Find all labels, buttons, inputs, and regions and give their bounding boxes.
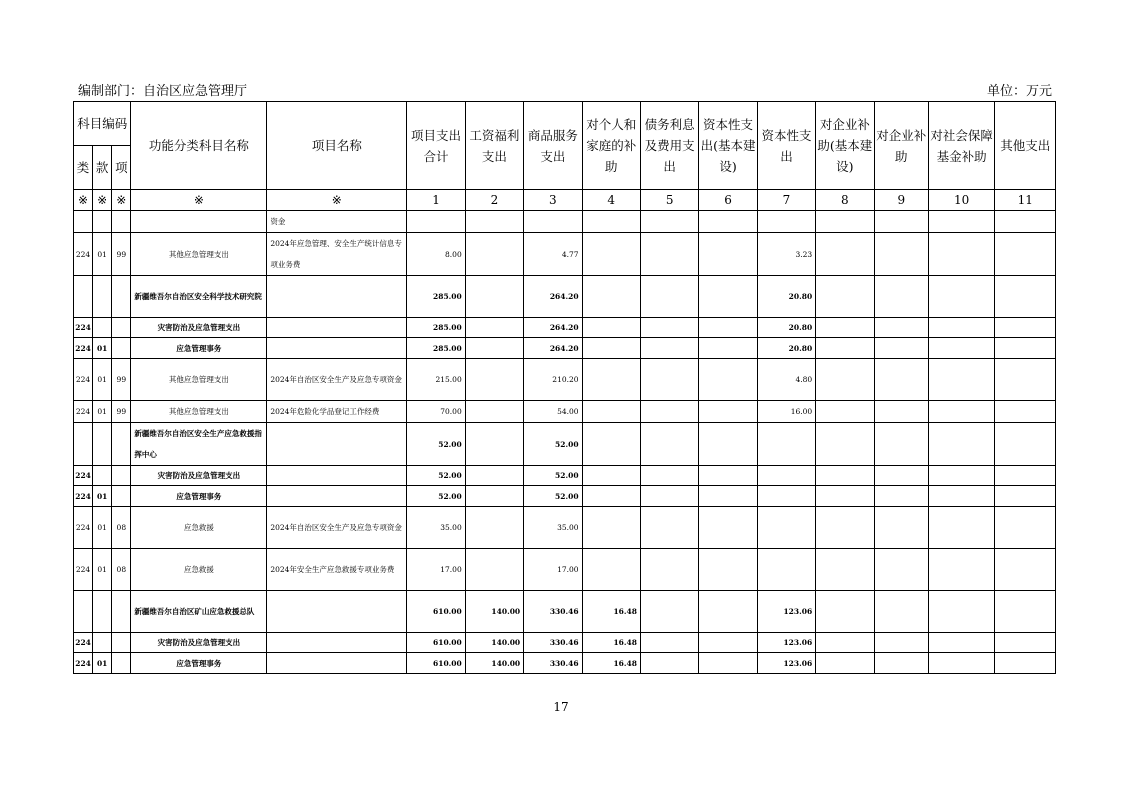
cell-c11 [995,338,1056,359]
cell-func: 新疆维吾尔自治区矿山应急救援总队 [131,591,267,633]
cell-xiang: 99 [112,401,131,423]
cell-c10 [928,318,994,338]
cell-c4 [582,338,640,359]
table-row [74,401,1056,423]
cell-c2 [465,276,523,318]
cell-c7: 20.80 [757,276,815,318]
cell-c3: 17.00 [524,549,582,591]
cell-c5 [640,233,698,276]
cell-func: 应急管理事务 [131,486,267,507]
header-lei: 类 [74,146,93,190]
header-c3: 商品服务支出 [524,102,582,190]
cell-c5 [640,633,698,653]
cell-c5 [640,338,698,359]
cell-c3: 330.46 [524,591,582,633]
cell-c7: 123.06 [757,653,815,674]
cell-c3: 210.20 [524,359,582,401]
cell-c1: 610.00 [407,633,465,653]
cell-c10 [928,549,994,591]
cell-c4 [582,466,640,486]
cell-c9 [874,318,928,338]
cell-func: 其他应急管理支出 [131,233,267,276]
cell-c11 [995,359,1056,401]
cell-c1 [407,211,465,233]
cell-proj [267,423,407,466]
cell-kuan [93,423,112,466]
cell-c3: 264.20 [524,276,582,318]
cell-c8 [816,318,874,338]
cell-func: 应急救援 [131,507,267,549]
cell-proj [267,486,407,507]
cell-c9 [874,591,928,633]
cell-c5 [640,318,698,338]
cell-lei: 224 [74,233,93,276]
cell-c3: 52.00 [524,466,582,486]
cell-c11 [995,233,1056,276]
cell-proj [267,318,407,338]
cell-c10 [928,401,994,423]
cell-c4 [582,233,640,276]
index-cell: ※ [74,190,93,211]
cell-proj [267,653,407,674]
cell-c3: 35.00 [524,507,582,549]
cell-c9 [874,549,928,591]
cell-func: 灾害防治及应急管理支出 [131,318,267,338]
index-cell: 11 [995,190,1056,211]
header-c1: 项目支出合计 [407,102,465,190]
header-kuan: 款 [93,146,112,190]
table-row [74,318,1056,338]
cell-xiang [112,318,131,338]
cell-c5 [640,359,698,401]
index-cell: 9 [874,190,928,211]
cell-func: 新疆维吾尔自治区安全科学技术研究院 [131,276,267,318]
cell-kuan: 01 [93,233,112,276]
table-row [74,486,1056,507]
header-project-name: 项目名称 [267,102,407,190]
cell-c2 [465,211,523,233]
cell-c10 [928,359,994,401]
cell-c8 [816,338,874,359]
cell-c1: 52.00 [407,486,465,507]
cell-kuan [93,633,112,653]
cell-lei: 224 [74,653,93,674]
cell-c2: 140.00 [465,633,523,653]
index-cell: ※ [112,190,131,211]
cell-kuan [93,318,112,338]
cell-c6 [699,276,757,318]
table-row [74,507,1056,549]
cell-c4 [582,211,640,233]
cell-c11 [995,633,1056,653]
cell-c10 [928,653,994,674]
cell-c6 [699,233,757,276]
cell-c6 [699,466,757,486]
cell-c11 [995,276,1056,318]
table-row [74,466,1056,486]
cell-c10 [928,338,994,359]
cell-c5 [640,423,698,466]
cell-c7: 20.80 [757,338,815,359]
cell-c6 [699,211,757,233]
cell-c7: 16.00 [757,401,815,423]
cell-c11 [995,423,1056,466]
cell-kuan [93,466,112,486]
header-c7: 资本性支出 [757,102,815,190]
cell-c11 [995,486,1056,507]
cell-func: 灾害防治及应急管理支出 [131,633,267,653]
cell-xiang: 08 [112,507,131,549]
cell-c9 [874,211,928,233]
cell-proj [267,633,407,653]
cell-c5 [640,466,698,486]
cell-c2 [465,338,523,359]
header-func-name: 功能分类科目名称 [131,102,267,190]
unit-label: 单位：万元 [986,84,1052,99]
cell-xiang [112,338,131,359]
cell-func: 其他应急管理支出 [131,401,267,423]
cell-c2 [465,318,523,338]
cell-c8 [816,401,874,423]
header-xiang: 项 [112,146,131,190]
cell-c5 [640,507,698,549]
cell-proj: 2024年应急管理、安全生产统计信息专项业务费 [267,233,407,276]
header-c6: 资本性支出(基本建设) [699,102,757,190]
cell-func: 其他应急管理支出 [131,359,267,401]
cell-c9 [874,401,928,423]
cell-lei [74,276,93,318]
cell-lei: 224 [74,633,93,653]
cell-kuan: 01 [93,401,112,423]
index-cell: 2 [465,190,523,211]
cell-lei: 224 [74,549,93,591]
cell-c5 [640,486,698,507]
cell-c5 [640,591,698,633]
cell-lei: 224 [74,318,93,338]
cell-c9 [874,359,928,401]
cell-lei: 224 [74,486,93,507]
table-row [74,423,1056,466]
cell-kuan: 01 [93,338,112,359]
cell-c9 [874,653,928,674]
index-cell: 7 [757,190,815,211]
cell-c2 [465,549,523,591]
header-c8: 对企业补助(基本建设) [816,102,874,190]
cell-c8 [816,423,874,466]
cell-c3: 330.46 [524,633,582,653]
cell-c4 [582,401,640,423]
cell-xiang [112,423,131,466]
cell-func [131,211,267,233]
cell-c10 [928,591,994,633]
cell-c10 [928,507,994,549]
index-cell: 3 [524,190,582,211]
cell-func: 应急管理事务 [131,653,267,674]
cell-kuan: 01 [93,486,112,507]
cell-lei: 224 [74,359,93,401]
cell-c1: 610.00 [407,591,465,633]
cell-kuan [93,276,112,318]
cell-c4: 16.48 [582,591,640,633]
cell-c6 [699,633,757,653]
cell-c7 [757,507,815,549]
cell-c4 [582,507,640,549]
cell-kuan: 01 [93,507,112,549]
header-c11: 其他支出 [995,102,1056,190]
cell-lei: 224 [74,338,93,359]
cell-c10 [928,633,994,653]
cell-proj: 2024年危险化学品登记工作经费 [267,401,407,423]
cell-c8 [816,359,874,401]
cell-c6 [699,653,757,674]
cell-c3 [524,211,582,233]
cell-c7 [757,486,815,507]
cell-c1: 610.00 [407,653,465,674]
cell-c9 [874,466,928,486]
cell-c8 [816,633,874,653]
cell-c11 [995,211,1056,233]
cell-c9 [874,633,928,653]
cell-c1: 8.00 [407,233,465,276]
cell-c2: 140.00 [465,591,523,633]
cell-xiang [112,591,131,633]
cell-c6 [699,507,757,549]
cell-c11 [995,318,1056,338]
cell-xiang [112,633,131,653]
cell-func: 灾害防治及应急管理支出 [131,466,267,486]
cell-c5 [640,653,698,674]
cell-c1: 52.00 [407,423,465,466]
index-cell: 1 [407,190,465,211]
header-c2: 工资福利支出 [465,102,523,190]
cell-kuan [93,211,112,233]
index-cell: 8 [816,190,874,211]
cell-c6 [699,359,757,401]
cell-c7: 3.23 [757,233,815,276]
cell-c10 [928,276,994,318]
cell-c5 [640,401,698,423]
cell-c4 [582,359,640,401]
cell-xiang [112,211,131,233]
cell-c2 [465,401,523,423]
cell-c7 [757,423,815,466]
table-row [74,653,1056,674]
cell-c9 [874,233,928,276]
header-c10: 对社会保障基金补助 [928,102,994,190]
cell-c3: 4.77 [524,233,582,276]
cell-c1: 285.00 [407,318,465,338]
cell-c9 [874,507,928,549]
cell-xiang: 99 [112,359,131,401]
cell-c5 [640,549,698,591]
cell-proj: 2024年自治区安全生产及应急专项资金 [267,507,407,549]
header-code-group: 科目编码 [74,102,131,146]
header-c9: 对企业补助 [874,102,928,190]
cell-c3: 52.00 [524,486,582,507]
cell-c4 [582,318,640,338]
cell-c8 [816,653,874,674]
cell-c4 [582,423,640,466]
page-number: 17 [553,700,569,714]
cell-c8 [816,591,874,633]
cell-lei [74,423,93,466]
cell-c4: 16.48 [582,653,640,674]
cell-c5 [640,276,698,318]
cell-c3: 264.20 [524,318,582,338]
cell-proj [267,591,407,633]
cell-c6 [699,401,757,423]
cell-c11 [995,466,1056,486]
cell-c11 [995,507,1056,549]
cell-c7: 123.06 [757,591,815,633]
cell-proj: 2024年自治区安全生产及应急专项资金 [267,359,407,401]
project-expenditure-table [73,101,1056,674]
header-c4: 对个人和家庭的补助 [582,102,640,190]
cell-c6 [699,486,757,507]
table-row [74,233,1056,276]
index-cell: ※ [131,190,267,211]
cell-xiang [112,486,131,507]
cell-lei: 224 [74,466,93,486]
cell-c2 [465,486,523,507]
cell-c4 [582,549,640,591]
cell-c1: 17.00 [407,549,465,591]
cell-lei: 224 [74,507,93,549]
table-row [74,359,1056,401]
cell-c11 [995,549,1056,591]
cell-c2 [465,233,523,276]
index-cell: 6 [699,190,757,211]
cell-c11 [995,401,1056,423]
cell-c1: 285.00 [407,276,465,318]
cell-c4: 16.48 [582,633,640,653]
cell-c10 [928,423,994,466]
cell-c6 [699,591,757,633]
cell-proj [267,276,407,318]
cell-c6 [699,423,757,466]
cell-c3: 52.00 [524,423,582,466]
cell-xiang [112,466,131,486]
cell-c7 [757,211,815,233]
cell-proj: 资金 [267,211,407,233]
cell-kuan: 01 [93,549,112,591]
table-row [74,338,1056,359]
cell-c2 [465,423,523,466]
cell-c8 [816,466,874,486]
cell-xiang [112,276,131,318]
cell-func: 应急救援 [131,549,267,591]
cell-func: 应急管理事务 [131,338,267,359]
cell-kuan: 01 [93,359,112,401]
cell-c5 [640,211,698,233]
cell-c7: 123.06 [757,633,815,653]
cell-c4 [582,486,640,507]
cell-c2 [465,507,523,549]
cell-c11 [995,591,1056,633]
header-c5: 债务利息及费用支出 [640,102,698,190]
cell-lei [74,591,93,633]
index-cell: ※ [267,190,407,211]
cell-c7: 4.80 [757,359,815,401]
table-row [74,276,1056,318]
cell-c8 [816,276,874,318]
cell-lei [74,211,93,233]
cell-kuan: 01 [93,653,112,674]
cell-c6 [699,338,757,359]
cell-c8 [816,233,874,276]
table-row [74,549,1056,591]
index-cell: 10 [928,190,994,211]
cell-c7 [757,466,815,486]
cell-c3: 54.00 [524,401,582,423]
cell-lei: 224 [74,401,93,423]
table-row [74,211,1056,233]
cell-xiang: 08 [112,549,131,591]
cell-kuan [93,591,112,633]
cell-c1: 52.00 [407,466,465,486]
table-row [74,633,1056,653]
cell-c9 [874,276,928,318]
cell-c8 [816,549,874,591]
cell-c1: 215.00 [407,359,465,401]
cell-proj [267,466,407,486]
cell-c11 [995,653,1056,674]
department-label: 编制部门：自治区应急管理厅 [78,84,248,99]
cell-proj: 2024年安全生产应急救援专项业务费 [267,549,407,591]
cell-c7 [757,549,815,591]
cell-c9 [874,338,928,359]
cell-c1: 70.00 [407,401,465,423]
index-cell: ※ [93,190,112,211]
cell-c1: 285.00 [407,338,465,359]
cell-c10 [928,486,994,507]
cell-c3: 264.20 [524,338,582,359]
cell-c10 [928,466,994,486]
cell-c8 [816,211,874,233]
cell-c9 [874,423,928,466]
index-cell: 5 [640,190,698,211]
cell-c3: 330.46 [524,653,582,674]
cell-func: 新疆维吾尔自治区安全生产应急救援指挥中心 [131,423,267,466]
cell-c9 [874,486,928,507]
cell-proj [267,338,407,359]
cell-c8 [816,507,874,549]
cell-c2: 140.00 [465,653,523,674]
cell-c8 [816,486,874,507]
cell-c10 [928,233,994,276]
cell-xiang [112,653,131,674]
table-row [74,591,1056,633]
index-cell: 4 [582,190,640,211]
cell-c4 [582,276,640,318]
cell-c1: 35.00 [407,507,465,549]
cell-c6 [699,549,757,591]
cell-c7: 20.80 [757,318,815,338]
cell-xiang: 99 [112,233,131,276]
cell-c10 [928,211,994,233]
cell-c2 [465,466,523,486]
cell-c2 [465,359,523,401]
cell-c6 [699,318,757,338]
